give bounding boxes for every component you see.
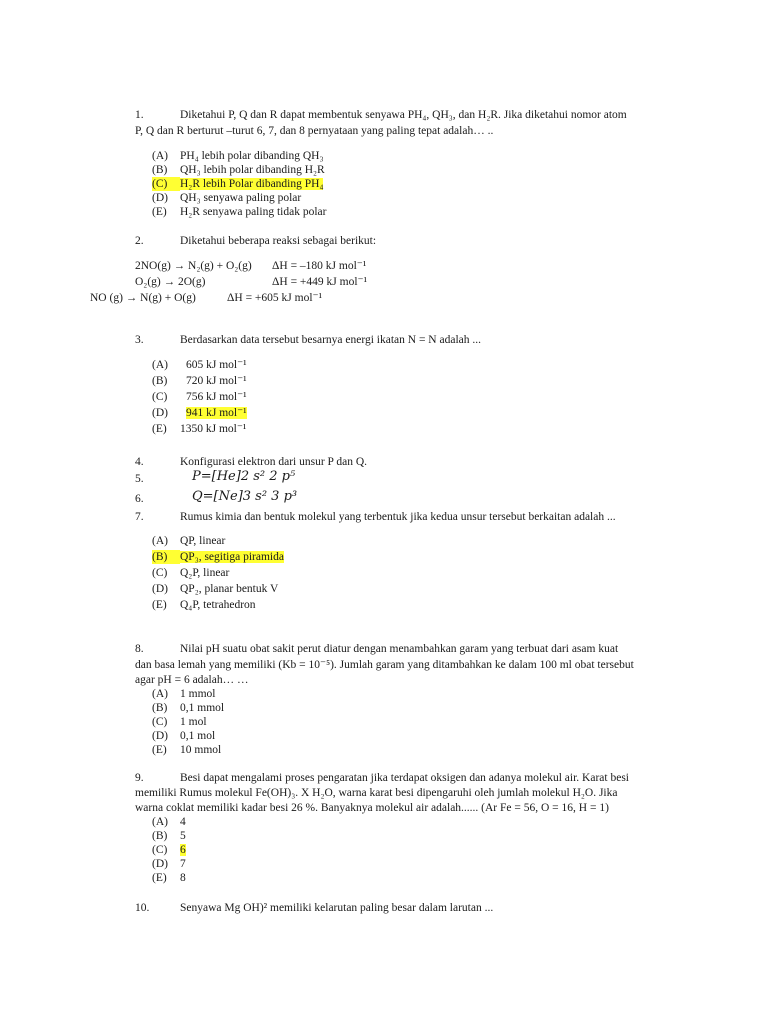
- q5-number: 5.: [135, 473, 144, 485]
- q9-text-cont2: warna coklat memiliki kadar besi 26 %. Banyaknya molekul air adalah...... (Ar Fe = 56, O = 16, H = 1): [135, 802, 609, 814]
- q8-option-b: (B) 0,1 mmol: [152, 702, 225, 714]
- q9-option-d: (D) 7: [152, 858, 186, 870]
- electron-config-q: Q=[Ne]3 s² 3 p³: [192, 489, 298, 504]
- q9-number: 9.: [135, 772, 144, 784]
- q9-option-b: (B) 5: [152, 830, 186, 842]
- electron-config-p: P=[He]2 s² 2 p⁵: [192, 469, 296, 484]
- reaction-3-enthalpy: ΔH = +605 kJ mol⁻¹: [227, 292, 323, 304]
- q1-option-e: (E) H₂R senyawa paling tidak polar: [152, 206, 327, 218]
- q9-option-c: (C) 6: [152, 844, 186, 856]
- q8-text: Nilai pH suatu obat sakit perut diatur dengan menambahkan garam yang terbuat dari asam kuat: [180, 643, 619, 655]
- q8-text-cont2: agar pH = 6 adalah… …: [135, 674, 249, 686]
- q3-option-a: (A) 605 kJ mol⁻¹: [152, 359, 247, 371]
- q2-number: 2.: [135, 235, 144, 247]
- q7-number: 7.: [135, 511, 144, 523]
- q7-option-e: (E) Q₄P, tetrahedron: [152, 599, 256, 611]
- q1-text: Diketahui P, Q dan R dapat membentuk senyawa PH₄, QH₃, dan H₂R. Jika diketahui nomor atom: [180, 109, 627, 121]
- reaction-1-enthalpy: ΔH = –180 kJ mol⁻¹: [272, 260, 367, 272]
- q7-option-c: (C) Q₂P, linear: [152, 567, 230, 579]
- q10-number: 10.: [135, 902, 150, 914]
- q3-option-e: (E) 1350 kJ mol⁻¹: [152, 423, 247, 435]
- q7-text: Rumus kimia dan bentuk molekul yang terbentuk jika kedua unsur tersebut berkaitan adalah ...: [180, 511, 616, 523]
- q1-option-b: (B) QH₃ lebih polar dibanding H₂R: [152, 164, 325, 176]
- q2-text: Diketahui beberapa reaksi sebagai berikut:: [180, 235, 377, 247]
- q3-option-d: (D) 941 kJ mol⁻¹: [152, 407, 247, 419]
- q8-text-cont: dan basa lemah yang memiliki (Kb = 10⁻⁵). Jumlah garam yang ditambahkan ke dalam 100 ml obat tersebut: [135, 659, 634, 671]
- q1-number: 1.: [135, 109, 144, 121]
- q3-text: Berdasarkan data tersebut besarnya energi ikatan N = N adalah ...: [180, 334, 481, 346]
- q7-option-b: (B) QP₃, segitiga piramida: [152, 551, 284, 563]
- reaction-2-enthalpy: ΔH = +449 kJ mol⁻¹: [272, 276, 368, 288]
- q7-option-d: (D) QP₂, planar bentuk V: [152, 583, 279, 595]
- q1-option-d: (D) QH₃ senyawa paling polar: [152, 192, 302, 204]
- q9-option-a: (A) 4: [152, 816, 186, 828]
- q3-option-c: (C) 756 kJ mol⁻¹: [152, 391, 247, 403]
- q4-number: 4.: [135, 456, 144, 468]
- reaction-3-equation: NO (g) → N(g) + O(g): [90, 292, 196, 304]
- q8-option-a: (A) 1 mmol: [152, 688, 216, 700]
- q9-option-e: (E) 8: [152, 872, 186, 884]
- q9-text: Besi dapat mengalami proses pengaratan jika terdapat oksigen dan adanya molekul air. Karat besi: [180, 772, 629, 784]
- q8-option-e: (E) 10 mmol: [152, 744, 222, 756]
- q6-number: 6.: [135, 493, 144, 505]
- q10-text: Senyawa Mg OH)² memiliki kelarutan paling besar dalam larutan ...: [180, 902, 494, 914]
- q9-text-cont: memiliki Rumus molekul Fe(OH)₃. X H₂O, warna karat besi dipengaruhi oleh jumlah molekul H₂O. Jika: [135, 787, 618, 799]
- q8-option-d: (D) 0,1 mol: [152, 730, 216, 742]
- q8-option-c: (C) 1 mol: [152, 716, 207, 728]
- q1-text-cont: P, Q dan R berturut –turut 6, 7, dan 8 pernyataan yang paling tepat adalah… ..: [135, 125, 494, 137]
- q8-number: 8.: [135, 643, 144, 655]
- q7-option-a: (A) QP, linear: [152, 535, 226, 547]
- q1-option-a: (A) PH₄ lebih polar dibanding QH₃: [152, 150, 324, 162]
- q3-option-b: (B) 720 kJ mol⁻¹: [152, 375, 247, 387]
- q4-text: Konfigurasi elektron dari unsur P dan Q.: [180, 456, 368, 468]
- q1-option-c: (C) H₂R lebih Polar dibanding PH₄: [152, 178, 324, 190]
- reaction-2-equation: O₂(g) → 2O(g): [135, 276, 206, 288]
- reaction-1-equation: 2NO(g) → N₂(g) + O₂(g): [135, 260, 252, 272]
- q3-number: 3.: [135, 334, 144, 346]
